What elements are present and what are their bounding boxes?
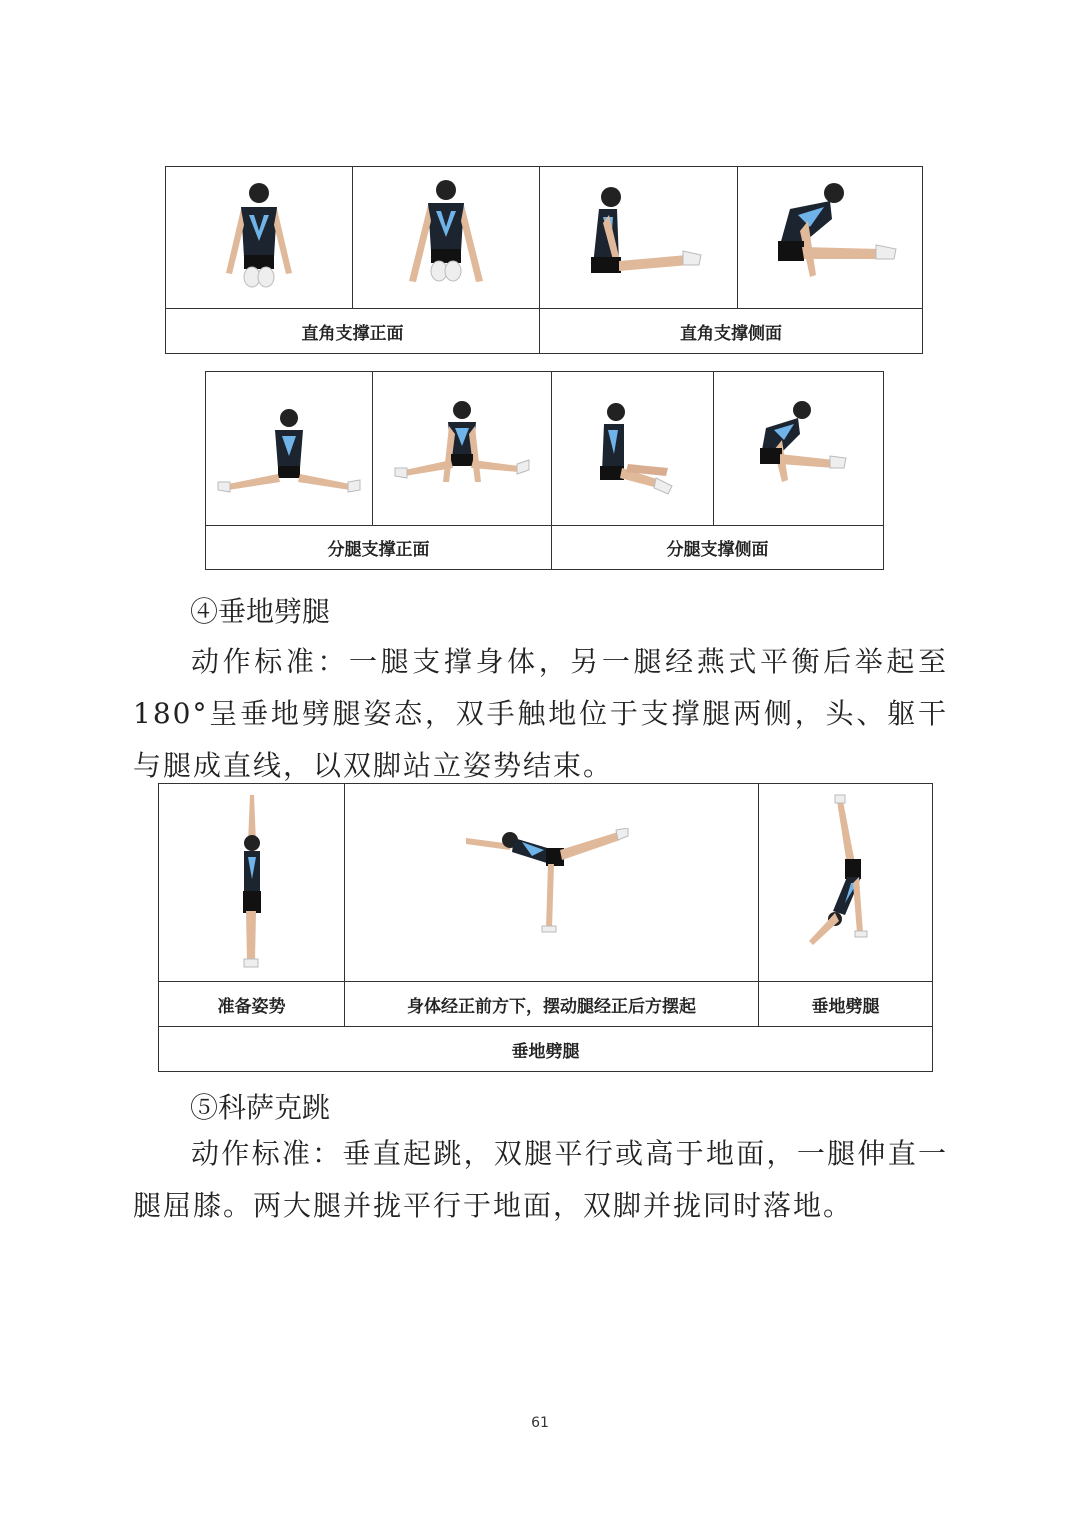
figure-table-l-sit <box>165 166 923 354</box>
photo-straddle-side-2 <box>714 372 884 526</box>
figure-table-vertical-split <box>158 783 933 1072</box>
photo-straddle-side-1 <box>552 372 714 526</box>
caption-straddle-side: 分腿支撑侧面 <box>552 526 884 570</box>
photo-l-sit-front-2 <box>353 167 540 309</box>
photo-straddle-front-1 <box>206 372 373 526</box>
section-5-body: 动作标准：垂直起跳，双腿平行或高于地面，一腿伸直一腿屈膝。两大腿并拢平行于地面，双脚并拢同时落地。 <box>133 1137 948 1222</box>
caption-l-sit-front: 直角支撑正面 <box>166 309 540 354</box>
photo-straddle-front-2 <box>373 372 552 526</box>
section-4-heading: ④垂地劈腿 <box>190 595 331 628</box>
caption-l-sit-side: 直角支撑侧面 <box>540 309 923 354</box>
caption-swing-leg-raise: 身体经正前方下，摆动腿经正后方摆起 <box>345 982 759 1027</box>
page-number: 61 <box>531 1415 549 1431</box>
figure-table-straddle-support <box>205 371 884 570</box>
photo-l-sit-side-2 <box>738 167 923 309</box>
caption-straddle-front: 分腿支撑正面 <box>206 526 552 570</box>
photo-l-sit-front-1 <box>166 167 353 309</box>
caption-ready-position: 准备姿势 <box>159 982 345 1027</box>
photo-ready-position <box>159 784 345 982</box>
section-4-body: 动作标准：一腿支撑身体，另一腿经燕式平衡后举起至 180°呈垂地劈腿姿态，双手触地位于支撑腿两侧，头、躯干与腿成直线，以双脚站立姿势结束。 <box>133 645 948 782</box>
caption-vertical-split: 垂地劈腿 <box>759 982 933 1027</box>
photo-l-sit-side-1 <box>540 167 738 309</box>
section-5-heading: ⑤科萨克跳 <box>190 1091 331 1124</box>
caption-table-footer: 垂地劈腿 <box>159 1027 933 1072</box>
photo-vertical-split <box>759 784 933 982</box>
photo-swing-leg-raise <box>345 784 759 982</box>
